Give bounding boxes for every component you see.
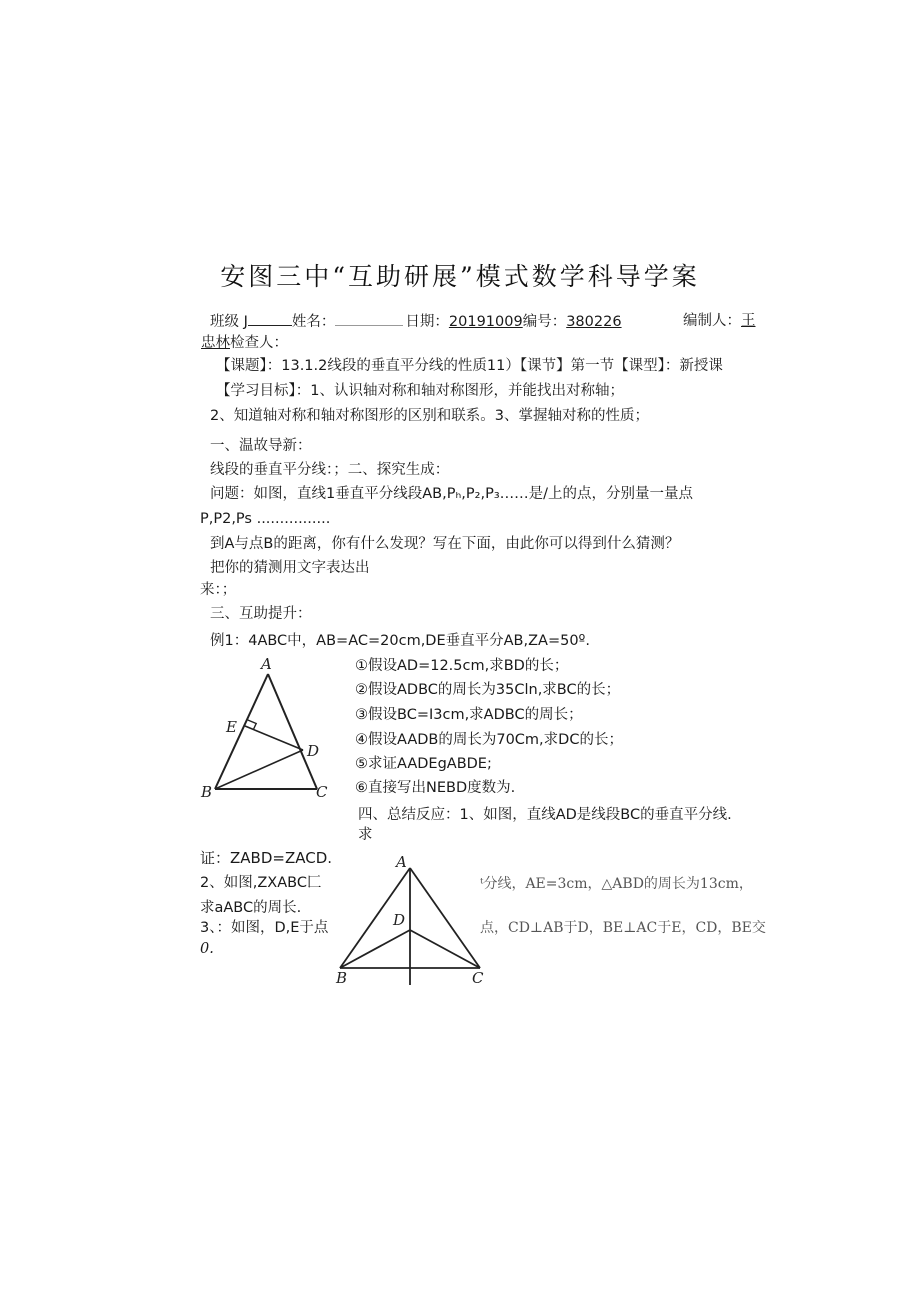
label-c: C [316, 783, 328, 801]
checker-label: 检查人： [230, 335, 288, 351]
label-b: B [336, 969, 348, 987]
class-blank [248, 311, 292, 326]
editor-value-1: 王 [741, 313, 756, 329]
class-label: 班级 [210, 314, 239, 330]
example-item-2: ②假设ADBC的周长为35Cln,求BC的长； [355, 682, 621, 698]
name-label: 姓名： [291, 314, 336, 330]
name-blank [335, 311, 403, 326]
label-a: A [261, 655, 272, 673]
example-item-1: ①假设AD=12.5cm,求BD的长； [355, 658, 569, 674]
goal-line-1: 【学习目标】：1、认识轴对称和轴对称图形，并能找出对称轴； [216, 383, 624, 399]
date-label: 日期： [405, 314, 449, 330]
example-item-6: ⑥直接写出NEBD度数为. [355, 780, 516, 796]
example-line: 例1：4ABC中，AB=AC=20cm,DE垂直平分AB,ZA=50º. [210, 633, 590, 649]
number-value: 380226 [566, 314, 622, 330]
segment-bd [215, 750, 303, 789]
q3-text: 3、：如图，D,E于点 [200, 920, 329, 936]
problem-line1: 问题：如图，直线1垂直平分线段AB,Pₕ,P₂,P₃……是/上的点，分别量一量点 [210, 486, 694, 502]
goal-line-2: 2、知道轴对称和轴对称图形的区别和联系。3、掌握轴对称的性质； [210, 408, 649, 424]
label-e: E [226, 718, 237, 736]
prove-line: 证：ZABD=ZACD. [200, 849, 333, 867]
problem-line5: 来：； [200, 582, 237, 598]
problem-line4: 把你的猜测用文字表达出 [210, 560, 370, 576]
segment-cd [410, 930, 480, 968]
clip-line1: ᵗ分线，AE=3cm，△ABD的周长为13cm， [480, 876, 753, 892]
problem-line3: 到A与点B的距离，你有什么发现？写在下面，由此你可以得到什么猜测？ [210, 536, 680, 552]
label-d: D [307, 742, 320, 760]
date-value: 20191009 [448, 314, 523, 330]
q3-line2: 0. [200, 941, 214, 957]
q2-line2: 求aABC的周长. [200, 900, 302, 916]
triangle-figure-1 [195, 652, 335, 807]
section3-heading: 三、互助提升： [210, 606, 312, 622]
editor-label: 编制人： [683, 313, 741, 329]
class-value: J [243, 314, 248, 330]
summary-line1: 四、总结反应：1、如图，直线AD是线段BC的垂直平分线. [358, 807, 732, 823]
page-title: 安图三中“互助研展”模式数学科导学案 [220, 262, 700, 291]
label-d: D [393, 911, 406, 929]
segment-ac [410, 868, 480, 968]
q2-line1: 2、如图,ZXABC匚 [200, 875, 322, 891]
problem-line2: P,P2,Ps ................ [200, 511, 331, 527]
editor-checker-row [201, 333, 288, 353]
section1-line1: 线段的垂直平分线：；二、探究生成： [210, 462, 450, 478]
label-c: C [472, 969, 484, 987]
segment-bd [340, 930, 410, 968]
editor-field [683, 311, 756, 331]
number-label: 编号： [522, 314, 567, 330]
editor-value-2: 忠林 [201, 335, 230, 351]
triangle-figure-2 [328, 850, 488, 990]
example-item-5: ⑤求证AADEgABDE; [355, 756, 492, 772]
q3-line1 [200, 918, 328, 938]
topic-line: 【课题】：13.1.2线段的垂直平分线的性质11）【课节】第一节【课型】：新授课 [216, 358, 723, 374]
summary-line2: 求 [358, 827, 373, 843]
example-item-4: ④假设AADB的周长为70Cm,求DC的长； [355, 732, 623, 748]
clip-line2: 点，CD⊥AB于D，BE⊥AC于E，CD，BE交 [480, 920, 766, 936]
label-a: A [396, 853, 407, 871]
segment-ac [268, 674, 320, 789]
label-b: B [201, 783, 213, 801]
section1-heading: 一、温故导新： [210, 438, 312, 454]
example-item-3: ③假设BC=I3cm,求ADBC的周长； [355, 707, 583, 723]
header-row [210, 311, 622, 332]
